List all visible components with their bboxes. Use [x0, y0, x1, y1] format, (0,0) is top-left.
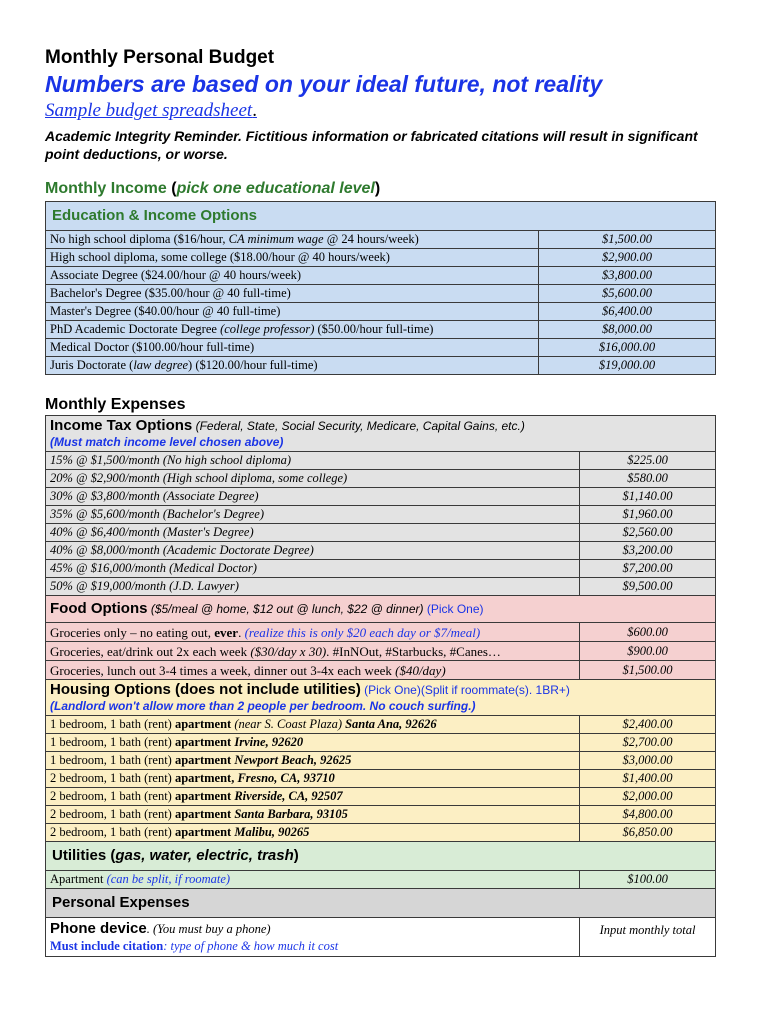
tax-amount: $7,200.00	[580, 560, 716, 578]
phone-row	[46, 918, 716, 957]
utilities-apartment: Apartment	[50, 872, 107, 886]
income-row-label	[46, 267, 539, 285]
food-title: Food Options	[50, 600, 148, 617]
income-label-c: ) ($120.00/hour full-time)	[188, 358, 318, 372]
income-row-label	[46, 303, 539, 321]
tax-row-label: 20% @ $2,900/month (High school diploma, some college)	[46, 470, 580, 488]
phone-amount-input[interactable]: Input monthly total	[580, 918, 716, 957]
income-amount: $8,000.00	[539, 321, 716, 339]
housing-row-label	[46, 770, 580, 788]
food-row-label	[46, 661, 580, 680]
income-amount: $5,600.00	[539, 285, 716, 303]
tax-header-cell	[46, 416, 716, 452]
utilities-row-label	[46, 871, 580, 889]
utilities-title-b: gas, water, electric, trash	[115, 847, 294, 864]
utilities-title-a: Utilities (	[52, 847, 116, 864]
tax-amount: $3,200.00	[580, 542, 716, 560]
tax-row	[46, 524, 716, 542]
income-row	[46, 231, 716, 249]
income-heading-paren-open: (	[166, 180, 177, 197]
housing-row-label	[46, 716, 580, 734]
housing-label-city: Malibu, 90265	[231, 825, 310, 839]
housing-label-plain: 1 bedroom, 1 bath (rent)	[50, 753, 175, 767]
food-row-label	[46, 642, 580, 661]
housing-amount: $6,850.00	[580, 824, 716, 842]
housing-header-cell	[46, 680, 716, 716]
housing-label-apt: apartment,	[174, 771, 235, 785]
income-row-label	[46, 339, 539, 357]
housing-row	[46, 752, 716, 770]
housing-label-city: Fresno, CA, 93710	[234, 771, 335, 785]
tax-must-note: (Must match income level chosen above)	[50, 435, 284, 449]
food-header-cell	[46, 596, 716, 623]
housing-header	[46, 680, 716, 716]
income-label-a: PhD Academic Doctorate Degree	[50, 322, 221, 336]
tax-amount: $2,560.00	[580, 524, 716, 542]
income-row	[46, 357, 716, 375]
housing-row	[46, 806, 716, 824]
food-label-note: ($40/day)	[395, 662, 446, 678]
income-label-b: (college professor)	[220, 322, 315, 336]
food-title-note: ($5/meal @ home, $12 out @ lunch, $22 @ dinner)	[147, 602, 427, 616]
food-amount: $1,500.00	[580, 661, 716, 680]
tax-row-label: 45% @ $16,000/month (Medical Doctor)	[46, 560, 580, 578]
food-amount: $900.00	[580, 642, 716, 661]
budget-document	[45, 46, 717, 957]
housing-row-label	[46, 752, 580, 770]
housing-label-city: Irvine, 92620	[231, 735, 304, 749]
phone-note: . (You must buy a phone)	[146, 922, 271, 936]
income-heading	[45, 179, 717, 199]
utilities-title-c: )	[293, 847, 299, 864]
housing-row-label	[46, 806, 580, 824]
page-title: Monthly Personal Budget	[45, 47, 275, 68]
phone-citation-a: Must include citation	[50, 939, 164, 953]
food-label-note: (realize this is only $20 each day or $7/meal)	[244, 624, 481, 640]
tax-amount: $225.00	[580, 452, 716, 470]
housing-label-city: Newport Beach, 92625	[231, 753, 352, 767]
housing-label-city: Santa Barbara, 93105	[231, 807, 348, 821]
income-label-b: law degree	[133, 358, 189, 372]
personal-header	[46, 889, 716, 918]
utilities-header-cell	[46, 842, 716, 871]
expenses-table	[45, 415, 716, 957]
housing-row	[46, 824, 716, 842]
housing-title: Housing Options (does not include utilities)	[50, 681, 361, 698]
tax-row	[46, 452, 716, 470]
income-heading-paren-close: )	[374, 180, 381, 197]
income-row	[46, 303, 716, 321]
housing-label-plain: 2 bedroom, 1 bath (rent)	[50, 825, 175, 839]
housing-label-plain: 2 bedroom, 1 bath (rent)	[50, 807, 175, 821]
income-heading-text: Monthly Income	[45, 180, 167, 197]
housing-label-note: (near S. Coast Plaza)	[231, 717, 346, 731]
housing-pick-note: (Pick One)(Split if roommate(s). 1BR+)	[360, 683, 570, 697]
income-label-b: CA minimum wage	[228, 232, 324, 246]
housing-amount: $4,800.00	[580, 806, 716, 824]
income-row	[46, 321, 716, 339]
page-subtitle: Numbers are based on your ideal future, not reality	[45, 71, 603, 97]
housing-row	[46, 788, 716, 806]
housing-landlord-note: (Landlord won't allow more than 2 people per bedroom. No couch surfing.)	[50, 699, 476, 713]
housing-label-city: Santa Ana, 92626	[345, 717, 437, 731]
housing-label-plain: 2 bedroom, 1 bath (rent)	[50, 789, 175, 803]
expenses-heading: Monthly Expenses	[45, 396, 186, 413]
food-label-a: Groceries only – no eating out,	[50, 624, 215, 640]
link-period: .	[252, 100, 257, 121]
tax-row	[46, 470, 716, 488]
food-label-c: .	[238, 624, 245, 640]
tax-row	[46, 506, 716, 524]
income-table	[45, 201, 716, 375]
housing-row	[46, 770, 716, 788]
tax-title-note: (Federal, State, Social Security, Medicare, Capital Gains, etc.)	[192, 419, 525, 433]
tax-row	[46, 578, 716, 596]
tax-row	[46, 560, 716, 578]
housing-row	[46, 734, 716, 752]
sample-link-line	[45, 99, 717, 123]
phone-citation-b: : type of phone & how much it cost	[163, 939, 339, 953]
integrity-notice: Academic Integrity Reminder. Fictitious information or fabricated citations will result in significant point deductions, or worse.	[45, 128, 698, 162]
income-row	[46, 339, 716, 357]
housing-label-plain: 2 bedroom, 1 bath (rent)	[50, 771, 175, 785]
food-row	[46, 661, 716, 680]
utilities-split-note: (can be split, if roomate)	[106, 872, 231, 886]
housing-row	[46, 716, 716, 734]
income-row-label	[46, 231, 539, 249]
income-label-c: ($50.00/hour full-time)	[314, 322, 434, 336]
tax-row-label: 50% @ $19,000/month (J.D. Lawyer)	[46, 578, 580, 596]
income-label-a: Juris Doctorate (	[50, 358, 134, 372]
housing-row-label	[46, 788, 580, 806]
food-label-a: Groceries, eat/drink out 2x each week	[50, 643, 251, 659]
personal-title: Personal Expenses	[46, 889, 716, 918]
income-label-a: Bachelor's Degree ($35.00/hour @ 40 full-time)	[50, 286, 291, 300]
tax-row-label: 30% @ $3,800/month (Associate Degree)	[46, 488, 580, 506]
housing-label-apt: apartment	[174, 825, 232, 839]
tax-row	[46, 488, 716, 506]
housing-row-label	[46, 824, 580, 842]
housing-label-apt: apartment	[174, 735, 232, 749]
food-row	[46, 623, 716, 642]
income-table-title: Education & Income Options	[46, 202, 716, 231]
phone-title: Phone device	[50, 920, 147, 937]
housing-label-plain: 1 bedroom, 1 bath (rent)	[50, 717, 175, 731]
income-row	[46, 285, 716, 303]
food-row-label	[46, 623, 580, 642]
food-label-a: Groceries, lunch out 3-4 times a week, dinner out 3-4x each week	[50, 662, 396, 678]
income-row-label	[46, 285, 539, 303]
income-row-label	[46, 249, 539, 267]
food-label-b: ever	[214, 624, 239, 640]
tax-amount: $9,500.00	[580, 578, 716, 596]
housing-amount: $2,700.00	[580, 734, 716, 752]
housing-amount: $2,400.00	[580, 716, 716, 734]
income-label-a: Associate Degree ($24.00/hour @ 40 hours/week)	[50, 268, 302, 282]
housing-row-label	[46, 734, 580, 752]
income-row	[46, 267, 716, 285]
tax-row-label: 15% @ $1,500/month (No high school diploma)	[46, 452, 580, 470]
tax-row-label: 40% @ $8,000/month (Academic Doctorate Degree)	[46, 542, 580, 560]
income-table-header	[46, 202, 716, 231]
food-header	[46, 596, 716, 623]
tax-amount: $1,140.00	[580, 488, 716, 506]
utilities-amount: $100.00	[580, 871, 716, 889]
housing-amount: $3,000.00	[580, 752, 716, 770]
income-heading-note: pick one educational level	[176, 180, 375, 197]
housing-label-city: Riverside, CA, 92507	[231, 789, 343, 803]
income-amount: $16,000.00	[539, 339, 716, 357]
income-amount: $1,500.00	[539, 231, 716, 249]
income-label-a: Master's Degree ($40.00/hour @ 40 full-time)	[50, 304, 281, 318]
income-label-c: @ 24 hours/week)	[323, 232, 419, 246]
income-amount: $3,800.00	[539, 267, 716, 285]
housing-amount: $2,000.00	[580, 788, 716, 806]
housing-label-apt: apartment	[174, 789, 232, 803]
income-amount: $2,900.00	[539, 249, 716, 267]
housing-label-apt: apartment	[174, 717, 232, 731]
tax-title: Income Tax Options	[50, 417, 193, 434]
income-label-a: High school diploma, some college ($18.00/hour @ 40 hours/week)	[50, 250, 390, 264]
income-label-a: Medical Doctor ($100.00/hour full-time)	[50, 340, 255, 354]
income-row-label	[46, 357, 539, 375]
housing-label-apt: apartment	[174, 753, 232, 767]
tax-row-label: 40% @ $6,400/month (Master's Degree)	[46, 524, 580, 542]
phone-row-label	[46, 918, 580, 957]
sample-budget-link[interactable]: Sample budget spreadsheet	[45, 100, 253, 121]
food-row	[46, 642, 716, 661]
tax-amount: $1,960.00	[580, 506, 716, 524]
tax-amount: $580.00	[580, 470, 716, 488]
income-amount: $6,400.00	[539, 303, 716, 321]
income-row	[46, 249, 716, 267]
housing-amount: $1,400.00	[580, 770, 716, 788]
income-label-a: No high school diploma ($16/hour,	[50, 232, 229, 246]
housing-label-apt: apartment	[174, 807, 232, 821]
tax-row	[46, 542, 716, 560]
food-label-tail: . #InNOut, #Starbucks, #Canes…	[326, 643, 501, 659]
utilities-row	[46, 871, 716, 889]
income-amount: $19,000.00	[539, 357, 716, 375]
food-amount: $600.00	[580, 623, 716, 642]
tax-header	[46, 416, 716, 452]
tax-row-label: 35% @ $5,600/month (Bachelor's Degree)	[46, 506, 580, 524]
housing-label-plain: 1 bedroom, 1 bath (rent)	[50, 735, 175, 749]
food-pick-note: (Pick One)	[426, 602, 484, 616]
utilities-header	[46, 842, 716, 871]
food-label-note: ($30/day x 30)	[250, 643, 327, 659]
income-row-label	[46, 321, 539, 339]
